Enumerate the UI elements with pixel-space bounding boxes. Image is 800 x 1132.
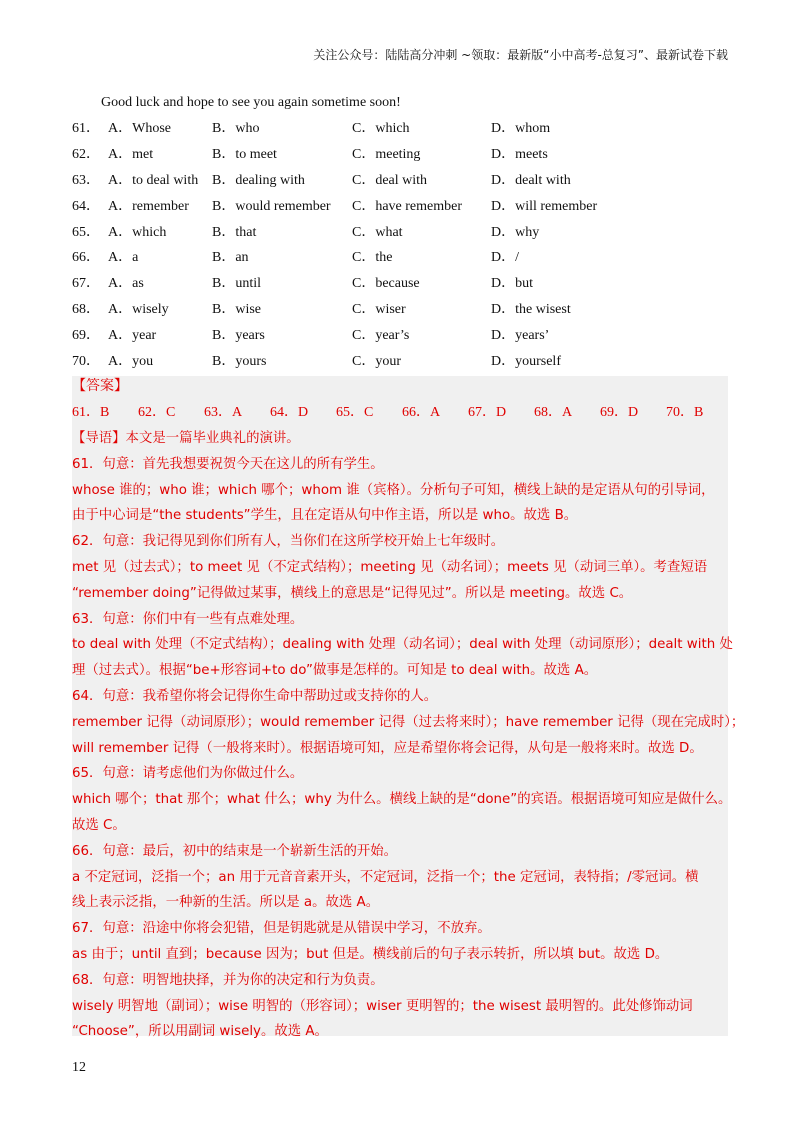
question-option-row (72, 170, 732, 196)
explanation-line: will remember 记得（一般将来时）。根据语境可知，应是希望你将会记得，从句是一般将来时。故选 D。 (72, 740, 703, 756)
option-c: C．wiser (352, 302, 406, 318)
explanation-line: wisely 明智地（副词）；wise 明智的（形容词）；wiser 更明智的；the wisest 最明智的。此处修饰动词 (72, 998, 693, 1014)
option-c: C．because (352, 276, 420, 292)
explanation-line: which 哪个；that 那个；what 什么；why 为什么。横线上缺的是“done”的宾语。根据语境可知应是做什么。 (72, 792, 732, 808)
explanation-line: to deal with 处理（不定式结构）；dealing with 处理（动名词）；deal with 处理（动词原形）；dealt with 处 (72, 637, 733, 653)
option-a: A．you (108, 354, 154, 370)
answer-key-row (72, 400, 728, 426)
answer-key-item: 62．C (138, 405, 176, 420)
explanation-line: 68．句意：明智地抉择，并为你的决定和行为负责。 (72, 972, 384, 988)
option-a: A．which (108, 224, 167, 240)
answer-key-item: 68．A (534, 405, 573, 420)
explanation-line: 64．句意：我希望你将会记得你生命中帮助过或支持你的人。 (72, 689, 438, 704)
explanation-line: met 见（过去式）；to meet 见（不定式结构）；meeting 见（动名词）；meets 见（动词三单）。考查短语 (72, 560, 708, 575)
option-c: C．have remember (352, 198, 463, 214)
option-c: C．what (352, 224, 403, 240)
question-option-row (72, 144, 732, 170)
option-d: D．why (491, 224, 540, 240)
question-option-row (72, 222, 732, 248)
option-c: C．deal with (352, 172, 428, 188)
option-d: D．meets (491, 146, 548, 162)
option-a: A．Whose (108, 121, 171, 136)
answer-key-item: 63．A (204, 405, 243, 420)
answer-key-item: 61．B (72, 405, 110, 420)
explanation-line: 66．句意：最后，初中的结束是一个崭新生活的开始。 (72, 843, 398, 859)
answer-heading: 【答案】 (72, 379, 128, 394)
option-a: A．a (108, 250, 139, 266)
explanation-line: 61．句意：首先我想要祝贺今天在这儿的所有学生。 (72, 456, 384, 472)
question-number: 62． (72, 146, 100, 162)
answer-key-item: 65．C (336, 405, 374, 420)
option-a: A．to deal with (108, 172, 199, 188)
question-number: 68． (72, 302, 100, 318)
explanation-line: whose 谁的；who 谁；which 哪个；whom 谁（宾格）。分析句子可知，横线上缺的是定语从句的引导词， (72, 482, 715, 498)
question-option-row (72, 118, 732, 144)
question-option-row (72, 299, 732, 325)
question-number: 66． (72, 250, 100, 266)
explanation-line: “remember doing”记得做过某事，横线上的意思是“记得见过”。所以是 meeting。故选 C。 (72, 585, 633, 601)
explanation-line: 【导语】本文是一篇毕业典礼的演讲。 (72, 431, 300, 446)
option-d: D．whom (491, 121, 551, 136)
question-number: 70． (72, 354, 100, 370)
option-c: C．your (352, 354, 401, 370)
option-d: D．/ (491, 250, 519, 266)
page-header: 关注公众号：陆陆高分冲刺 ~领取：最新版“小中高考-总复习”、最新试卷下载 (313, 48, 728, 62)
question-option-row (72, 273, 732, 299)
option-c: C．year’s (352, 328, 410, 344)
option-a: A．wisely (108, 302, 169, 318)
option-b: B．would remember (212, 198, 331, 214)
option-d: D．the wisest (491, 302, 571, 318)
explanation-line: “Choose”，所以用副词 wisely。故选 A。 (72, 1024, 328, 1040)
explanation-line: 由于中心词是“the students”学生，且在定语从句中作主语，所以是 who。故选 B。 (72, 508, 578, 524)
passage-closing-line: Good luck and hope to see you again sometime soon! (101, 95, 401, 110)
option-a: A．as (108, 276, 144, 292)
option-b: B．dealing with (212, 172, 305, 188)
option-d: D．dealt with (491, 172, 571, 188)
question-number: 69． (72, 328, 100, 344)
page-number: 12 (72, 1060, 86, 1075)
explanation-line: remember 记得（动词原形）；would remember 记得（过去将来时）；have remember 记得（现在完成时）； (72, 714, 745, 730)
option-b: B．that (212, 224, 257, 240)
explanation-line: 理（过去式）。根据“be+形容词+to do”做事是怎样的。可知是 to deal with。故选 A。 (72, 663, 598, 679)
explanation-line: 线上表示泛指，一种新的生活。所以是 a。故选 A。 (72, 895, 380, 911)
answer-key-item: 69．D (600, 405, 639, 420)
option-d: D．but (491, 276, 533, 292)
option-d: D．will remember (491, 198, 598, 214)
question-number: 64． (72, 198, 100, 214)
explanation-line: as 由于；until 直到；because 因为；but 但是。横线前后的句子表示转折，所以填 but。故选 D。 (72, 947, 669, 962)
option-b: B．years (212, 328, 265, 344)
answer-key-item: 67．D (468, 405, 507, 420)
question-number: 65． (72, 224, 100, 240)
option-a: A．met (108, 146, 154, 162)
option-b: B．who (212, 121, 260, 136)
explanation-line: 62．句意：我记得见到你们所有人，当你们在这所学校开始上七年级时。 (72, 534, 505, 550)
answer-key-item: 70．B (666, 405, 704, 420)
explanation-line: 65．句意：请考虑他们为你做过什么。 (72, 766, 304, 782)
question-option-row (72, 247, 732, 273)
option-b: B．an (212, 250, 249, 266)
explanation-line: 67．句意：沿途中你将会犯错，但是钥匙就是从错误中学习，不放弃。 (72, 921, 491, 937)
explanation-line: 故选 C。 (72, 818, 126, 833)
option-b: B．to meet (212, 146, 277, 162)
question-option-row (72, 325, 732, 351)
option-c: C．meeting (352, 146, 421, 162)
option-a: A．remember (108, 198, 189, 214)
question-number: 61． (72, 121, 100, 136)
option-c: C．which (352, 121, 410, 136)
answer-key-item: 64．D (270, 405, 309, 420)
option-c: C．the (352, 250, 393, 266)
question-number: 63． (72, 172, 100, 188)
option-d: D．years’ (491, 328, 550, 344)
explanation-line: a 不定冠词，泛指一个；an 用于元音音素开头，不定冠词，泛指一个；the 定冠词，表特指；/零冠词。横 (72, 869, 699, 885)
options-list (72, 118, 732, 377)
answer-key-item: 66．A (402, 405, 441, 420)
option-a: A．year (108, 328, 157, 344)
option-b: B．until (212, 276, 262, 292)
option-b: B．yours (212, 354, 267, 370)
question-number: 67． (72, 276, 100, 292)
option-d: D．yourself (491, 354, 561, 370)
question-option-row (72, 196, 732, 222)
option-b: B．wise (212, 302, 261, 318)
explanation-line: 63．句意：你们中有一些有点难处理。 (72, 611, 304, 627)
